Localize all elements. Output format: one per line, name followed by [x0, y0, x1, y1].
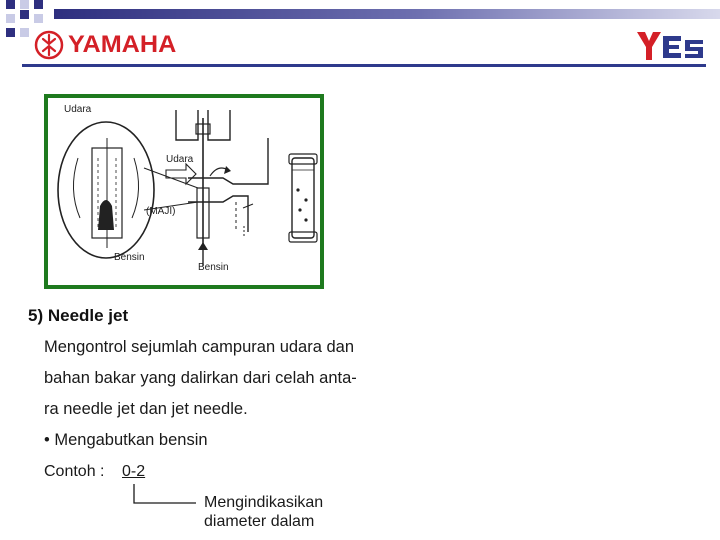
label-udara-arrow: Udara: [166, 154, 194, 165]
note-line-1: Mengindikasikan: [204, 494, 324, 511]
yes-logo: [635, 30, 707, 62]
example-value: 0-2: [122, 463, 146, 480]
label-udara-top: Udara: [64, 104, 92, 115]
label-bensin-bottom: Bensin: [198, 262, 229, 273]
yes-logo-text: YES: [635, 30, 638, 31]
paragraph-line-3: ra needle jet dan jet needle.: [44, 400, 248, 418]
needle-jet-illustration: [48, 98, 320, 285]
header-gradient-bar: [54, 9, 720, 19]
yamaha-wordmark: YAMAHA: [68, 31, 177, 58]
header-rule: [22, 64, 706, 67]
carburetor-diagram: [44, 94, 324, 289]
example-label: Contoh :: [44, 463, 105, 480]
section-title: 5) Needle jet: [28, 306, 129, 325]
paragraph-line-1: Mengontrol sejumlah campuran udara dan: [44, 338, 355, 356]
paragraph-line-2: bahan bakar yang dalirkan dari celah anta-: [44, 369, 357, 387]
yamaha-logo: [34, 30, 177, 60]
header-band: [0, 0, 720, 64]
bullet-item: • Mengabutkan bensin: [44, 431, 208, 449]
note-line-2: diameter dalam: [204, 513, 315, 530]
label-maji: (MAJI): [146, 206, 176, 217]
label-bensin-left: Bensin: [114, 252, 145, 263]
tuning-fork-emblem-icon: [34, 30, 64, 60]
